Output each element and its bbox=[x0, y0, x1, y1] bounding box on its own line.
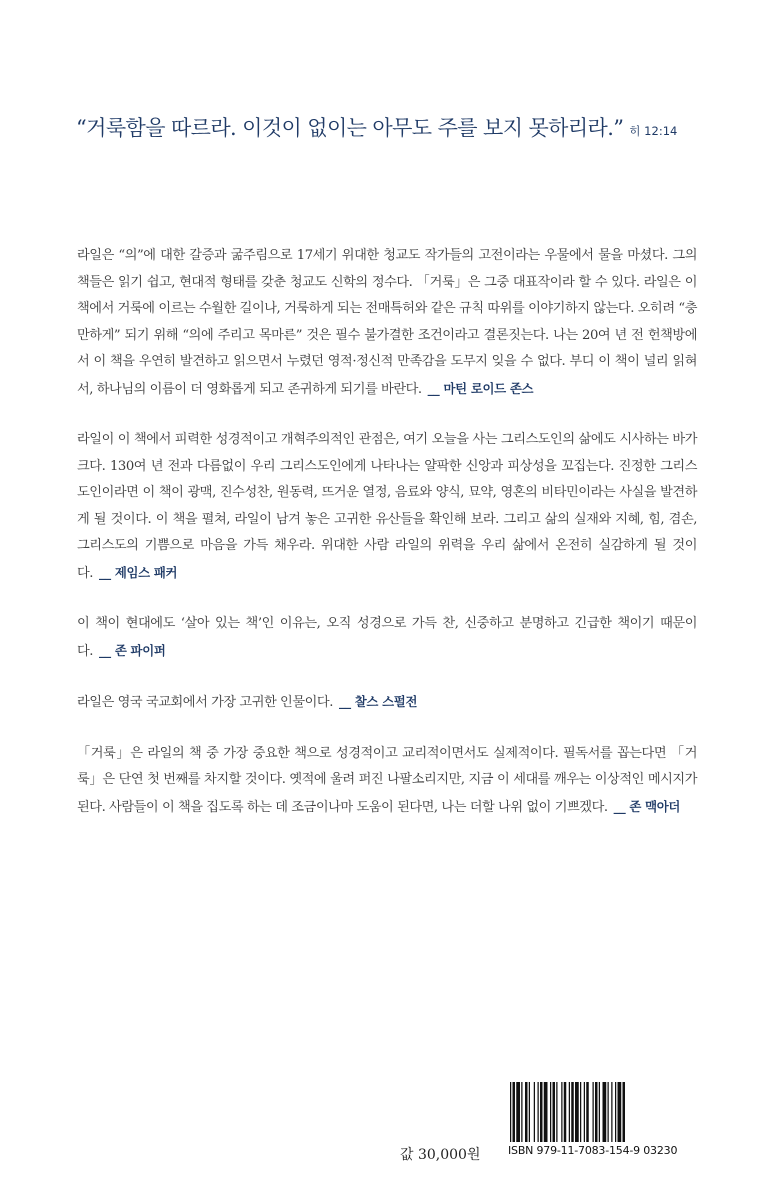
endorser-name: __ 마틴 로이드 존스 bbox=[427, 380, 534, 396]
barcode-bar bbox=[553, 1082, 556, 1142]
endorsement bbox=[77, 741, 697, 822]
barcode-bar bbox=[618, 1082, 622, 1142]
endorser-name: __ 제임스 패커 bbox=[99, 564, 178, 580]
barcode-bar bbox=[550, 1082, 551, 1142]
barcode-bar bbox=[561, 1082, 562, 1142]
barcode-bar bbox=[540, 1082, 543, 1142]
barcode-bar bbox=[529, 1082, 530, 1142]
barcode-bar bbox=[544, 1082, 548, 1142]
endorsement-text: 라일은 “의”에 대한 갈증과 굶주림으로 17세기 위대한 청교도 작가들의 고전이라는 우물에서 물을 마셨다. 그의 책들은 읽기 쉽고, 현대적 형태를 갖춘 청교도 신학의 정수다. 「거룩」은 그중 대표작이라 할 수 있다. 라일은 이 책에서 거룩에 이르는 수월한 길이나, 거룩하게 되는 전매특허와 같은 규칙 따위를 이야기하지 않는다. 오히려 “충만하게” 되기 위해 “의에 주리고 목마른” 것은 필수 불가결한 조건이라고 결론짓는다. 나는 20여 년 전 헌책방에서 이 책을 우연히 발견하고 읽으면서 누렸던 영적·정신적 만족감을 도무지 잊을 수 없다. 부디 이 책이 널리 읽혀서, 하나님의 이름이 더 영화롭게 되고 존귀하게 되기를 바란다. bbox=[77, 248, 697, 397]
endorser-name: __ 찰스 스펄전 bbox=[338, 694, 418, 709]
barcode-bar bbox=[556, 1082, 557, 1142]
barcode-bar bbox=[611, 1082, 612, 1142]
epigraph-quote: “거룩함을 따르라. 이것이 없이는 아무도 주를 보지 못하리라.” bbox=[76, 116, 624, 140]
epigraph-reference: 히 12:14 bbox=[629, 124, 678, 138]
endorsement-text: 라일이 이 책에서 피력한 성경적이고 개혁주의적인 관점은, 여기 오늘을 사는 그리스도인의 삶에도 시사하는 바가 크다. 130여 년 전과 다름없이 우리 그리스도인에게 나타나는 얄팍한 신앙과 피상성을 꼬집는다. 진정한 그리스도인이라면 이 책이 광맥, 진수성찬, 원동력, 뜨거운 열정, 음료와 양식, 묘약, 영혼의 비타민이라는 사실을 발견하게 될 것이다. 이 책을 펼쳐, 라일이 남겨 놓은 고귀한 유산들을 확인해 보라. 그리고 삶의 실재와 지혜, 힘, 겸손, 그리스도의 기쁨으로 마음을 가득 채우라. 위대한 사람 라일의 위력을 우리 삶에서 온전히 실감하게 될 것이다. bbox=[77, 432, 697, 581]
price-label: 값 30,000원 bbox=[400, 1147, 481, 1163]
barcode-bar bbox=[569, 1082, 570, 1142]
endorsement bbox=[77, 427, 697, 587]
endorsement-text: 「거룩」은 라일의 책 중 가장 중요한 책으로 성경적이고 교리적이면서도 실제적이다. 필독서를 꼽는다면 「거룩」은 단연 첫 번째를 차지할 것이다. 옛적에 울려 퍼진 나팔소리지만, 지금 이 세대를 깨우는 이상적인 메시지가 된다. 사람들이 이 책을 집도록 하는 데 조금이나마 도움이 된다면, 나는 더할 나위 없이 기쁘겠다. bbox=[77, 745, 697, 815]
barcode-bar bbox=[538, 1082, 539, 1142]
endorsement-list bbox=[77, 243, 697, 845]
endorser-name: __ 존 파이퍼 bbox=[99, 642, 166, 658]
isbn-label: ISBN 979-11-7083-154-9 03230 bbox=[508, 1144, 678, 1157]
barcode-bar bbox=[623, 1082, 626, 1142]
barcode-bar bbox=[586, 1082, 589, 1142]
endorsement-text: 라일은 영국 국교회에서 가장 고귀한 인물이다. bbox=[77, 695, 333, 710]
endorsement-text: 이 책이 현대에도 ‘살아 있는 책’인 이유는, 오직 성경으로 가득 찬, 신중하고 분명하고 긴급한 책이기 때문이다. bbox=[77, 616, 697, 659]
barcode-bar bbox=[510, 1082, 511, 1142]
barcode-bar bbox=[516, 1082, 520, 1142]
endorser-name: __ 존 맥아더 bbox=[613, 798, 681, 814]
barcode-bar bbox=[584, 1082, 585, 1142]
endorsement bbox=[77, 689, 697, 717]
barcode bbox=[508, 1082, 688, 1162]
barcode-bars bbox=[508, 1082, 688, 1142]
barcode-bar bbox=[580, 1082, 581, 1142]
barcode-bar bbox=[599, 1082, 600, 1142]
barcode-bar bbox=[534, 1082, 535, 1142]
barcode-bar bbox=[593, 1082, 594, 1142]
barcode-bar bbox=[525, 1082, 528, 1142]
barcode-bar bbox=[608, 1082, 609, 1142]
barcode-bar bbox=[513, 1082, 516, 1142]
epigraph bbox=[76, 112, 766, 142]
barcode-bar bbox=[603, 1082, 607, 1142]
barcode-bar bbox=[521, 1082, 522, 1142]
barcode-bar bbox=[595, 1082, 598, 1142]
barcode-bar bbox=[615, 1082, 616, 1142]
endorsement bbox=[77, 611, 697, 665]
barcode-bar bbox=[575, 1082, 579, 1142]
barcode-bar bbox=[571, 1082, 574, 1142]
endorsement bbox=[77, 243, 697, 403]
barcode-bar bbox=[564, 1082, 567, 1142]
